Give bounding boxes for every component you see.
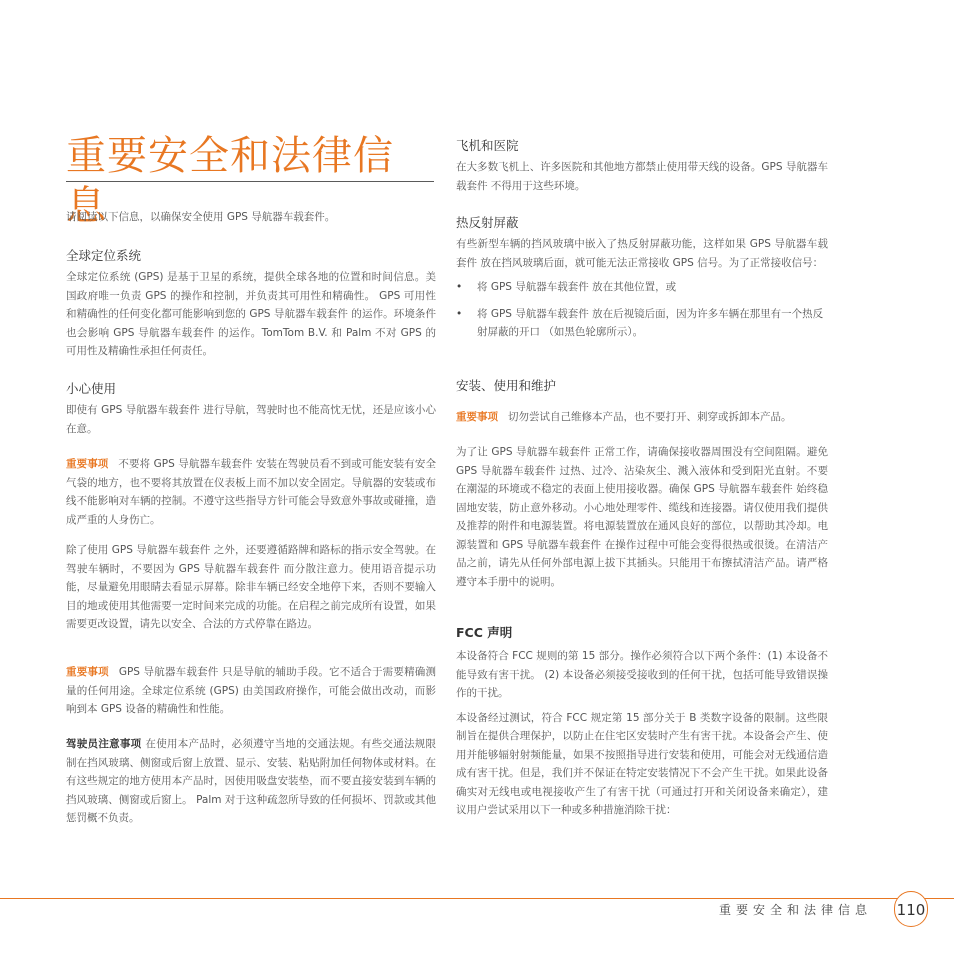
gps-section xyxy=(66,248,436,361)
heat-bullet-list xyxy=(456,278,828,342)
driver-note-body: 在使用本产品时，必须遵守当地的交通法规。有些交通法规限制在挡风玻璃、侧窗或后窗上放置、显示、安装、粘贴附加任何物体或材料。在有这些规定的地方使用本产品时，因使用吸盘安装垫，而不要直接安装到车辆的挡风玻璃、侧窗或后窗上。 Palm 对于这种疏忽所导致的任何损坏、罚款或其他惩罚概不负责。 xyxy=(66,738,437,824)
aircraft-section xyxy=(456,138,828,195)
intro-block xyxy=(66,208,436,227)
driver-note-text xyxy=(66,735,436,828)
fcc-text-2: 本设备经过测试，符合 FCC 规定第 15 部分关于 B 类数字设备的限制。这些限制旨在提供合理保护，以防止在住宅区安装时产生有害干扰。本设备会产生、使用并能够辐射射频能量，如果不按照指导进行安装和使用，可能会对无线通信造成有害干扰。但是，我们并不保证在特定安装情况下不会产生干扰。如果此设备确实对无线电或电视接收产生了有害干扰（可通过打开和关闭设备来确定），建议用户尝试采用以下一种或多种措施消除干扰： xyxy=(456,711,828,816)
footer-divider xyxy=(0,898,954,899)
careful-text-2: 除了使用 GPS 导航器车载套件 之外，还要遵循路牌和路标的指示安全驾驶。在驾驶车辆时，不要因为 GPS 导航器车载套件 而分散注意力。使用语音提示功能，尽量避免用眼睛去看显示屏幕。除非车辆已经安全地停下来，否则不要输入目的地或使用其他需要一定时间来完成的功能。在启程之前完成所有设置，如果需要更改设置，请先以安全、合法的方式停靠在路边。 xyxy=(66,544,436,630)
install-heading: 安装、使用和维护 xyxy=(456,378,557,393)
important-note-2-text xyxy=(66,663,436,719)
important-note-1 xyxy=(66,455,436,529)
fcc-text-1: 本设备符合 FCC 规则的第 15 部分。操作必须符合以下两个条件：(1) 本设备不能导致有害干扰。 (2) 本设备必须接受接收到的任何干扰，包括可能导致错误操作的干扰。 xyxy=(456,650,828,699)
page-title: 重要安全和法律信息 xyxy=(66,133,394,229)
install-important-text xyxy=(456,408,828,427)
list-item: • 将 GPS 导航器车载套件 放在其他位置，或 xyxy=(456,278,828,297)
fcc-section xyxy=(456,625,828,820)
install-paragraph xyxy=(456,443,828,591)
important-label: 重要事项 xyxy=(66,458,109,470)
heat-heading: 热反射屏蔽 xyxy=(456,215,519,230)
page-number: 110 xyxy=(894,891,928,927)
driver-note xyxy=(66,735,436,828)
install-important-body: 切勿尝试自己维修本产品，也不要打开、刺穿或拆卸本产品。 xyxy=(508,411,792,423)
heat-section xyxy=(456,215,828,350)
footer-section-title: 重要安全和法律信息 xyxy=(718,903,872,917)
fcc-heading: FCC 声明 xyxy=(456,625,513,640)
list-item: • 将 GPS 导航器车载套件 放在后视镜后面，因为许多车辆在那里有一个热反射屏蔽的开口 （如黑色轮廓所示）。 xyxy=(456,305,828,342)
important-note-2 xyxy=(66,663,436,719)
important-label: 重要事项 xyxy=(66,666,109,678)
aircraft-text: 在大多数飞机上、许多医院和其他地方都禁止使用带天线的设备。GPS 导航器车载套件 不得用于这些环境。 xyxy=(456,161,828,192)
important-note-1-body: 不要将 GPS 导航器车载套件 安装在驾驶员看不到或可能安装有安全气袋的地方，也不要将其放置在仪表板上而不加以安全固定。导航器的安装或布线不能影响对车辆的控制。不遵守这些指导方针可能会导致意外事故或碰撞，造成严重的人身伤亡。 xyxy=(66,458,436,526)
careful-paragraph-2 xyxy=(66,541,436,634)
important-note-1-text xyxy=(66,455,436,529)
bullet-icon: • xyxy=(456,281,463,293)
bullet-icon: • xyxy=(456,307,463,320)
title-divider xyxy=(66,181,434,182)
careful-heading: 小心使用 xyxy=(66,381,117,396)
install-text: 为了让 GPS 导航器车载套件 正常工作，请确保接收器周围没有空间阻隔。避免 GPS 导航器车载套件 过热、过冷、沾染灰尘、溅入液体和受到阳光直射。不要在潮湿的环境或不稳定的表面上使用接收器。确保 GPS 导航器车载套件 始终稳固地安装，防止意外移动。小心地处理零件、缆线和连接器。请仅使用我们提供及推荐的附件和电源装置。将电源装置放在通风良好的部位，以帮助其冷却。电源装置和 GPS 导航器车载套件 在操作过程中可能会变得很热或很烫。在清洁产品之前，请先从任何外部电源上拔下其插头。只能用干布擦拭清洁产品。请严格遵守本手册中的说明。 xyxy=(456,446,828,588)
gps-text: 全球定位系统 (GPS) 是基于卫星的系统，提供全球各地的位置和时间信息。美国政府唯一负责 GPS 的操作和控制，并负责其可用性和精确性。 GPS 可用性和精确性的任何变化都可能影响到您的 GPS 导航器车载套件 的运作。环境条件也会影响 GPS 导航器车载套件 的运作。TomTom B.V. 和 Palm 不对 GPS 的可用性及精确性承担任何责任。 xyxy=(66,271,436,357)
important-note-2-body: GPS 导航器车载套件 只是导航的辅助手段。它不适合于需要精确测量的任何用途。全球定位系统 (GPS) 由美国政府操作，可能会做出改动，而影响到本 GPS 设备的精确性和性能。 xyxy=(66,666,437,715)
driver-note-label: 驾驶员注意事项 xyxy=(66,738,142,750)
install-section xyxy=(456,378,828,427)
important-label: 重要事项 xyxy=(456,411,498,423)
aircraft-heading: 飞机和医院 xyxy=(456,138,519,153)
careful-text: 即使有 GPS 导航器车载套件 进行导航，驾驶时也不能高忱无忧，还是应该小心在意。 xyxy=(66,404,436,435)
gps-heading: 全球定位系统 xyxy=(66,248,142,263)
heat-text: 有些新型车辆的挡风玻璃中嵌入了热反射屏蔽功能，这样如果 GPS 导航器车载套件 放在挡风玻璃后面，就可能无法正常接收 GPS 信号。为了正常接收信号： xyxy=(456,238,828,269)
intro-text: 请阅读以下信息，以确保安全使用 GPS 导航器车载套件。 xyxy=(66,211,336,223)
careful-section xyxy=(66,381,436,438)
